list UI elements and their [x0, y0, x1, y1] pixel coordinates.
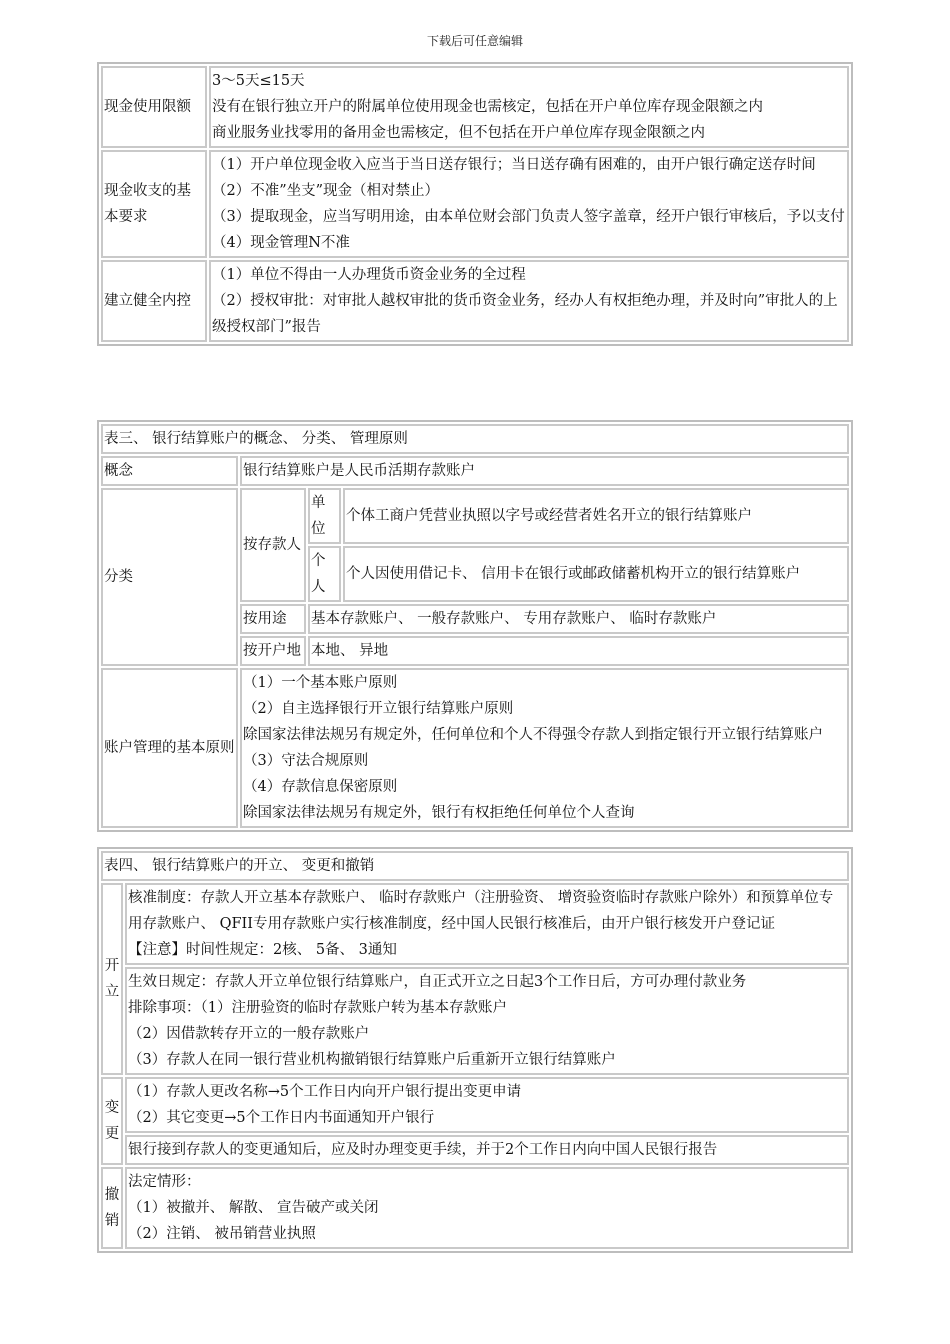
text-line: 银行接到存款人的变更通知后，应及时办理变更手续，并于2个工作日内向中国人民银行报告 [128, 1142, 718, 1158]
text-line: 没有在银行独立开户的附属单位使用现金也需核定，包括在开户单位库存现金限额之内 [212, 99, 763, 115]
account-open-change-cancel-table [97, 847, 853, 1253]
cash-limit-content [209, 66, 849, 148]
text-line: （1）被撤并、 解散、 宣告破产或关闭 [128, 1200, 379, 1216]
text-line: （2）注销、 被吊销营业执照 [128, 1226, 316, 1242]
text-line: （3）守法合规原则 [243, 753, 369, 769]
row-label-internal-control: 建立健全内控 [101, 260, 207, 342]
text-line: 生效日规定：存款人开立单位银行结算账户，自正式开立之日起3个工作日后，方可办理付款业务 [128, 974, 747, 990]
text-line: （2）其它变更→5个工作日内书面通知开户银行 [128, 1110, 435, 1126]
text-line: （2）不准”坐支”现金（相对禁止） [212, 183, 440, 199]
table-row [101, 1167, 849, 1249]
by-use-label: 按用途 [240, 604, 306, 634]
change-report-content [125, 1135, 849, 1165]
cash-management-table [97, 62, 853, 346]
row-label-cash-limit: 现金使用限额 [101, 66, 207, 148]
text-line: （3）存款人在同一银行营业机构撤销银行结算账户后重新开立银行结算账户 [128, 1052, 616, 1068]
change-content [125, 1077, 849, 1133]
text-line: 3～5天≤15天 [212, 73, 305, 89]
cancel-content [125, 1167, 849, 1249]
table-row [101, 260, 849, 342]
person-label: 个人 [308, 546, 341, 602]
open-approval-content [125, 883, 849, 965]
table-title: 表三、 银行结算账户的概念、 分类、 管理原则 [101, 424, 849, 454]
text-line: 除国家法律法规另有规定外，任何单位和个人不得强令存款人到指定银行开立银行结算账户 [243, 727, 823, 743]
unit-label: 单位 [308, 488, 341, 544]
text-line: （1）开户单位现金收入应当于当日送存银行；当日送存确有困难的，由开户银行确定送存时间 [212, 157, 816, 173]
table-row [101, 456, 849, 486]
text-line: 核准制度：存款人开立基本存款账户、 临时存款账户（注册验资、 增资验资临时存款账户除外）和预算单位专用存款账户、 QFII专用存款账户实行核准制度，经中国人民银行核准后，由开户银行核发开户登记证 [128, 890, 834, 932]
internal-control-content [209, 260, 849, 342]
cancel-label: 撤销 [101, 1167, 123, 1249]
text-line: （3）提取现金，应当写明用途，由本单位财会部门负责人签字盖章，经开户银行审核后，予以支付 [212, 209, 845, 225]
text-line: （4）存款信息保密原则 [243, 779, 398, 795]
by-place-label: 按开户地 [240, 636, 306, 666]
row-label-cash-requirements: 现金收支的基本要求 [101, 150, 207, 258]
person-text: 个人因使用借记卡、 信用卡在银行或邮政储蓄机构开立的银行结算账户 [343, 546, 849, 602]
concept-text: 银行结算账户是人民币活期存款账户 [240, 456, 849, 486]
text-line: （1）存款人更改名称→5个工作日内向开户银行提出变更申请 [128, 1084, 522, 1100]
change-label: 变更 [101, 1077, 123, 1165]
text-line: （4）现金管理N不准 [212, 235, 350, 251]
by-depositor-label: 按存款人 [240, 488, 306, 602]
principle-label: 账户管理的基本原则 [101, 668, 238, 828]
table-row [101, 424, 849, 454]
table-row [101, 1077, 849, 1133]
table-row [101, 150, 849, 258]
text-line: 排除事项：（1）注册验资的临时存款账户转为基本存款账户 [128, 1000, 507, 1016]
table-title: 表四、 银行结算账户的开立、 变更和撤销 [101, 851, 849, 881]
table-row [101, 488, 849, 544]
cash-requirements-content [209, 150, 849, 258]
table-row [101, 851, 849, 881]
text-line: （2）因借款转存开立的一般存款账户 [128, 1026, 370, 1042]
by-use-text: 基本存款账户、 一般存款账户、 专用存款账户、 临时存款账户 [308, 604, 849, 634]
unit-text: 个体工商户凭营业执照以字号或经营者姓名开立的银行结算账户 [343, 488, 849, 544]
settlement-account-table [97, 420, 853, 832]
table-row [101, 668, 849, 828]
open-label: 开立 [101, 883, 123, 1075]
concept-label: 概念 [101, 456, 238, 486]
text-line: （1）单位不得由一人办理货币资金业务的全过程 [212, 267, 526, 283]
text-line: 除国家法律法规另有规定外，银行有权拒绝任何单位个人查询 [243, 805, 635, 821]
text-line: 商业服务业找零用的备用金也需核定，但不包括在开户单位库存现金限额之内 [212, 125, 705, 141]
text-line: （2）授权审批：对审批人越权审批的货币资金业务，经办人有权拒绝办理，并及时向”审批人的上级授权部门”报告 [212, 293, 838, 335]
open-effective-content [125, 967, 849, 1075]
table-row [101, 66, 849, 148]
category-label: 分类 [101, 488, 238, 666]
page-header: 下载后可任意编辑 [426, 34, 523, 48]
text-line: （1）一个基本账户原则 [243, 675, 398, 691]
text-line: 【注意】时间性规定：2核、 5备、 3通知 [128, 942, 397, 958]
principle-content [240, 668, 849, 828]
by-place-text: 本地、 异地 [308, 636, 849, 666]
table-row [101, 883, 849, 965]
text-line: 法定情形： [128, 1174, 201, 1190]
text-line: （2）自主选择银行开立银行结算账户原则 [243, 701, 514, 717]
table-row [101, 1135, 849, 1165]
table-row [101, 967, 849, 1075]
